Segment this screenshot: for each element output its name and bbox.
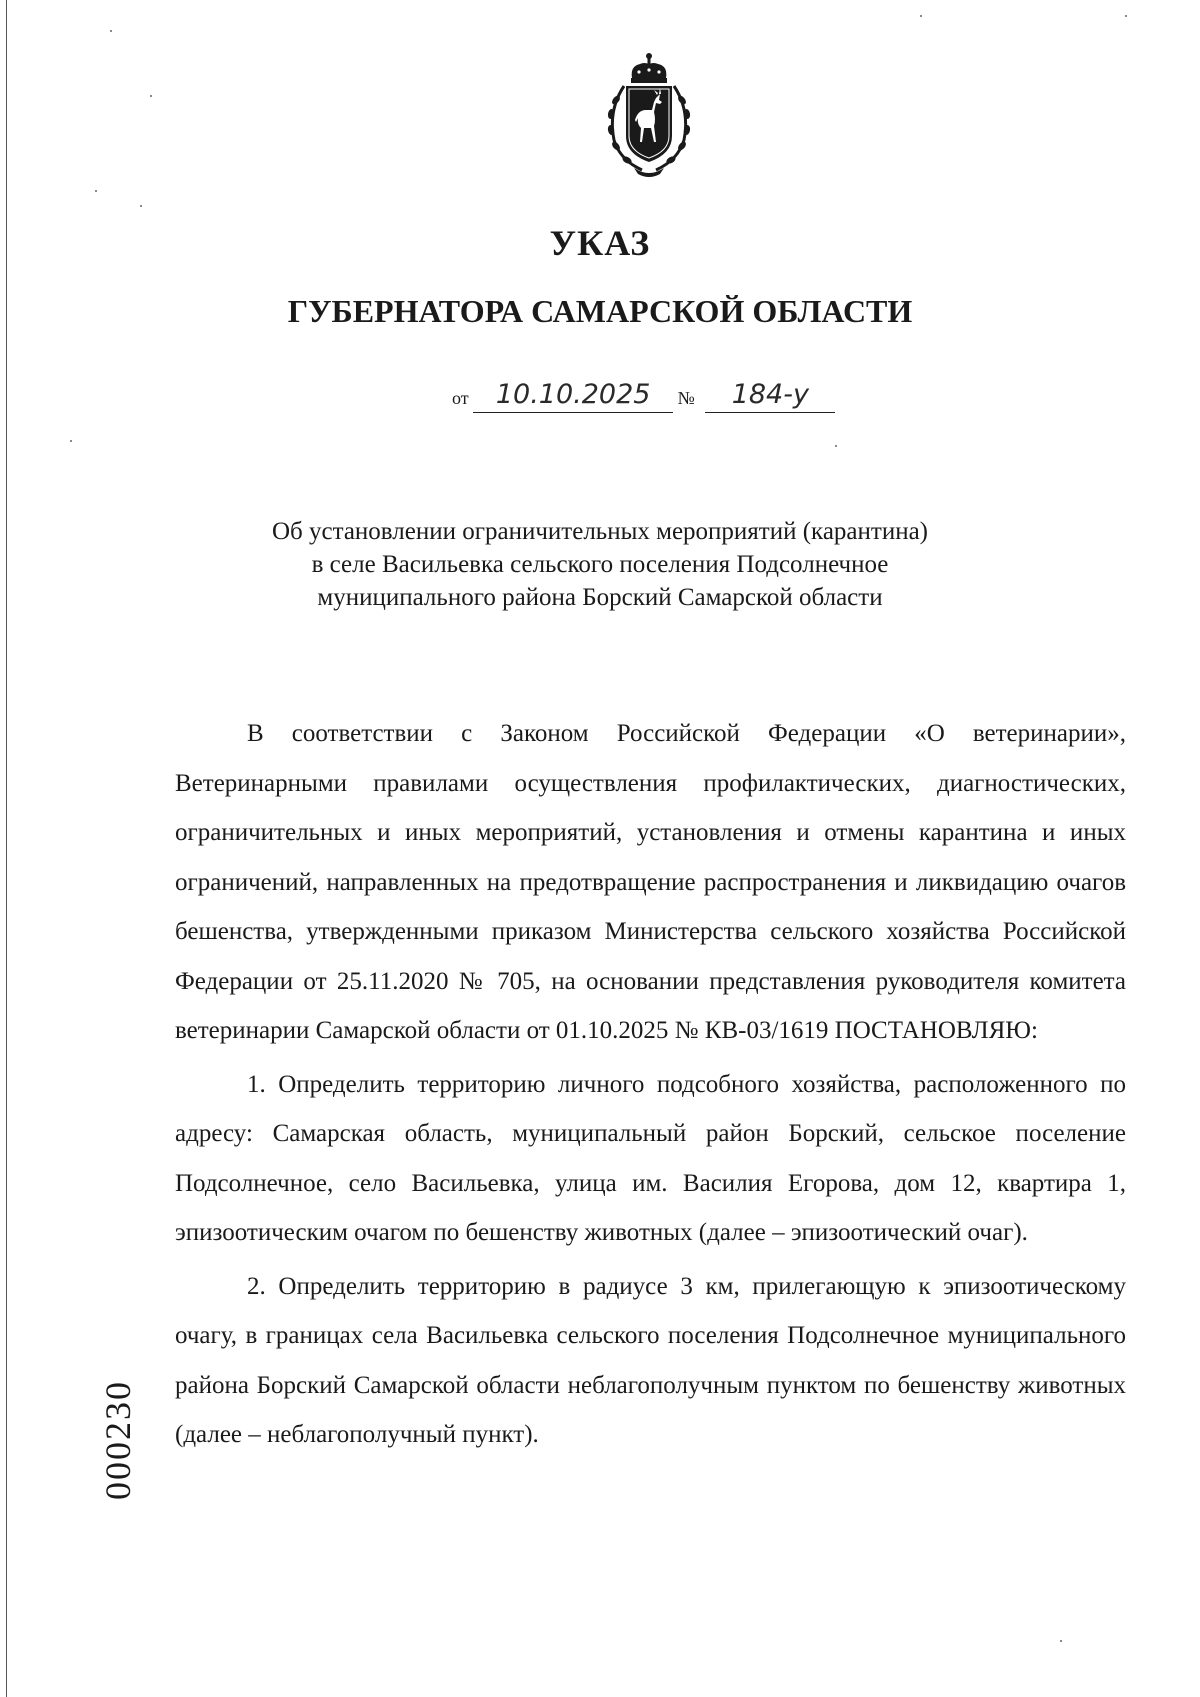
handwritten-date: 10.10.2025 <box>473 378 673 413</box>
handwritten-number: 184-у <box>705 378 835 413</box>
number-prefix: № <box>677 388 695 408</box>
subject-line: муниципального района Борский Самарской области <box>317 584 883 611</box>
scan-speck <box>95 190 97 192</box>
clause-1-paragraph: 1. Определить территорию личного подсобного хозяйства, расположенного по адресу: Самарская область, муниципальный район Борский, сельское поселение Подсолнечное, село Васильевка, улица им. Василия Егорова, дом 12, квартира 1, эпизоотическим очагом по бешенству животных (далее – эпизоотический очаг). <box>175 1070 1126 1246</box>
subject-line: в селе Васильевка сельского поселения Подсолнечное <box>311 551 889 578</box>
scan-speck <box>70 440 72 442</box>
document-subject <box>160 515 1040 614</box>
scan-speck <box>1060 1640 1062 1642</box>
scan-speck <box>1125 15 1127 17</box>
clause-2-paragraph: 2. Определить территорию в радиусе 3 км, прилегающую к эпизоотическому очагу, в границах села Васильевка сельского поселения Подсолнечное муниципального района Борский Самарской области неблагополучным пунктом по бешенству животных (далее – неблагополучный пункт). <box>175 1272 1126 1448</box>
scan-speck <box>920 15 922 17</box>
document-title: УКАЗ <box>549 223 651 263</box>
scan-speck <box>150 95 152 97</box>
document-body <box>175 709 1126 1460</box>
registration-side-number: 000230 <box>98 1380 138 1500</box>
date-prefix: от <box>452 388 469 408</box>
preamble-paragraph: В соответствии с Законом Российской Федерации «О ветеринарии», Ветеринарными правилами осуществления профилактических, диагностических, ограничительных и иных мероприятий, установления и отмены карантина и иных ограничений, направленных на предотвращение распространения и ликвидацию очагов бешенства, утвержденными приказом Министерства сельского хозяйства Российской Федерации от 25.11.2020 № 705, на основании представления руководителя комитета ветеринарии Самарской области от 01.10.2025 № КВ-03/1619 ПОСТАНОВЛЯЮ: <box>175 720 1126 1044</box>
coat-of-arms-icon <box>594 50 704 180</box>
scan-speck <box>835 445 837 447</box>
subject-line: Об установлении ограничительных мероприятий (карантина) <box>271 518 929 545</box>
date-number-line <box>452 378 835 418</box>
document-issuer: ГУБЕРНАТОРА САМАРСКОЙ ОБЛАСТИ <box>287 293 913 329</box>
scan-speck <box>140 205 142 207</box>
scan-speck <box>110 30 112 32</box>
